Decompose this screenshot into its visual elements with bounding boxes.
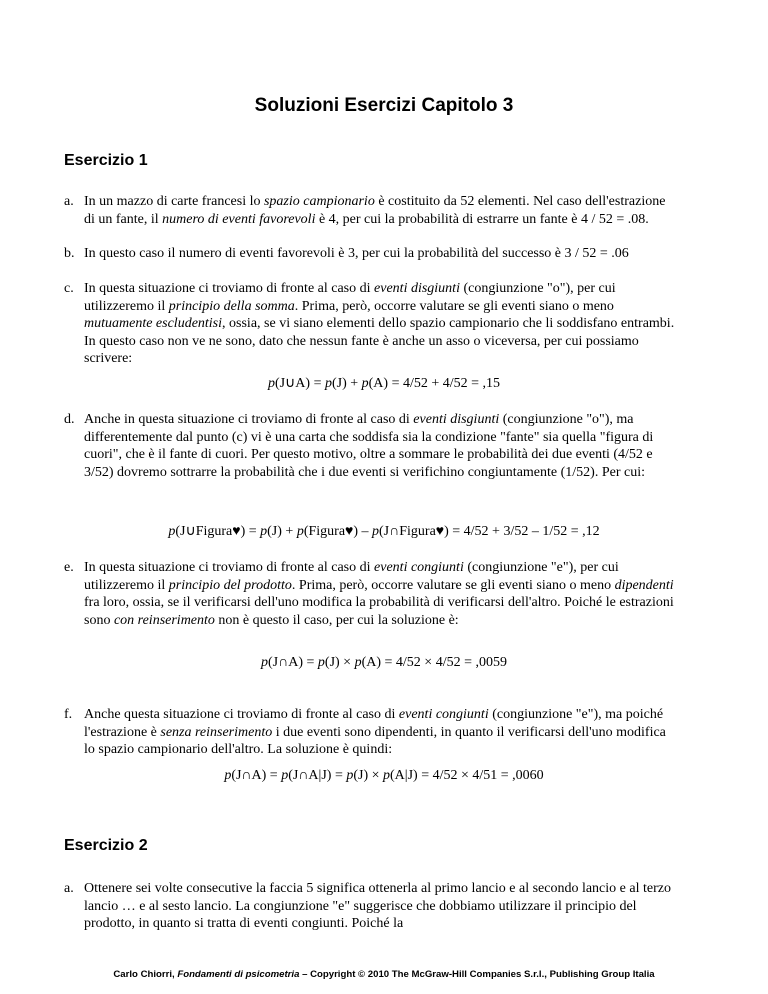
text-run: In questa situazione ci troviamo di fronte al caso di (84, 281, 375, 296)
text-run: (J∩A) = (231, 768, 282, 783)
text-run: Anche questa situazione ci troviamo di fronte al caso di (84, 707, 399, 722)
item-text (84, 245, 676, 263)
text-run: fra loro, ossia, se il verificarsi dell'uno modifica la probabilità di verificarsi dell'altro. Poiché le estrazioni sono (84, 595, 674, 628)
text-run: (J∩Figura♥) = 4/52 + 3/52 – 1/52 = ,12 (379, 524, 600, 539)
item-label: e. (64, 560, 74, 575)
italic-run: mutuamente escludentisi (84, 316, 223, 331)
text-run: (J∪A) = (274, 376, 325, 391)
italic-run: dipendenti (614, 577, 674, 593)
item-label: d. (64, 412, 75, 427)
italic-run: con reinserimento (113, 612, 215, 628)
item-label: b. (64, 246, 75, 261)
list-item-2a (64, 880, 676, 933)
list-item-1e (64, 559, 676, 629)
italic-run: p (296, 524, 304, 539)
formula-1e (0, 655, 768, 671)
formula-1d (0, 523, 768, 540)
text-run: (A|J) = 4/52 × 4/51 = ,0060 (390, 768, 544, 783)
item-text (84, 411, 676, 481)
item-text (84, 880, 676, 933)
italic-run: principio della somma (168, 298, 295, 314)
text-run: (congiunzione "o"), ma differentemente dal punto (c) vi è una carta che soddisfa sia la condizione "fante" sia quella "figura di cuori", che è il fante di cuori. Per questo motivo, oltre a sommare le probabilità dei due eventi (4/52 e 3/52) dovremo sottrarre la probabilità che i due eventi si verifichino congiuntamente (1/52). Per cui: (84, 412, 654, 480)
text-run: In questo caso il numero di eventi favorevoli è 3, per cui la probabilità del successo è 3 / 52 = .06 (84, 246, 629, 261)
italic-run: p (281, 768, 289, 783)
italic-run: p (168, 524, 176, 539)
italic-run: p (383, 768, 391, 783)
italic-run: p (261, 655, 269, 670)
text-run: (J) × (353, 768, 384, 783)
section-heading-esercizio-1: Esercizio 1 (64, 152, 148, 169)
text-run: (congiunzione "e"), per cui utilizzeremo il (84, 560, 619, 593)
text-run: i due eventi sono dipendenti, in quanto il verificarsi dell'uno modifica lo spazio campionario dell'altro. La soluzione è quindi: (84, 724, 666, 757)
text-run: non è questo il caso, per cui la soluzione è: (214, 612, 459, 628)
text-run: è 4, per cui la probabilità di estrarre un fante è 4 / 52 = .08. (315, 211, 649, 227)
italic-run: eventi congiunti (398, 707, 489, 722)
italic-run: numero di eventi favorevoli (162, 211, 316, 227)
page-title: Soluzioni Esercizi Capitolo 3 (254, 95, 514, 116)
italic-run: senza reinserimento (160, 724, 273, 740)
page-footer (0, 969, 768, 980)
text-run: è costituito da 52 elementi. Nel caso dell'estrazione di un fante, il (84, 194, 666, 227)
text-run: . Prima, però, occorre valutare se gli eventi siano o meno (294, 298, 614, 314)
item-text (84, 193, 676, 228)
text-run: (J∪Figura♥) = (175, 524, 261, 539)
formula-1f (0, 768, 768, 784)
text-run: (congiunzione "o"), per cui utilizzeremo il (84, 281, 616, 314)
italic-run: principio del prodotto (168, 577, 292, 593)
text-run: (J) × (324, 655, 355, 670)
text-run: (J) + (267, 524, 297, 539)
section-heading-esercizio-2: Esercizio 2 (64, 837, 148, 854)
item-text (84, 706, 676, 759)
italic-run: p (260, 524, 268, 539)
text-run: (J∩A) = (268, 655, 318, 670)
item-label: a. (64, 194, 74, 209)
italic-run: p (317, 655, 325, 670)
italic-run: p (354, 655, 362, 670)
list-item-1a (64, 193, 676, 228)
text-run: (Figura♥) – (303, 524, 373, 539)
footer-book-title: Fondamenti di psicometria (177, 969, 300, 980)
text-run: (J) + (331, 376, 362, 391)
italic-run: p (372, 524, 380, 539)
item-text (84, 559, 676, 629)
formula-1c (0, 375, 768, 392)
italic-run: p (346, 768, 354, 783)
item-label: c. (64, 281, 74, 296)
italic-run: eventi congiunti (374, 560, 464, 575)
text-run: In un mazzo di carte francesi lo (84, 194, 264, 209)
footer-copyright: – Copyright © 2010 The McGraw-Hill Companies S.r.l., Publishing Group Italia (299, 969, 655, 980)
list-item-1c (64, 280, 676, 368)
text-run: . Prima, però, occorre valutare se gli eventi siano o meno (291, 577, 615, 593)
text-run: (J∩A|J) = (288, 768, 347, 783)
italic-run: p (224, 768, 232, 783)
list-item-1f (64, 706, 676, 759)
text-run: Ottenere sei volte consecutive la faccia 5 significa ottenerla al primo lancio e al secondo lancio e al terzo lancio … e al sesto lancio. La congiunzione "e" suggerisce che dobbiamo utilizzare il principio del prodotto, in quanto si tratta di eventi congiunti. Poiché la (84, 881, 671, 931)
italic-run: p (324, 376, 332, 391)
text-run: (A) = 4/52 + 4/52 = ,15 (368, 376, 501, 391)
italic-run: eventi disgiunti (374, 281, 460, 296)
text-run: (congiunzione "e"), ma poiché l'estrazione è (84, 707, 664, 740)
item-label: f. (64, 707, 73, 722)
footer-author: Carlo Chiorri, (113, 969, 178, 980)
text-run: (A) = 4/52 × 4/52 = ,0059 (361, 655, 507, 670)
text-run: , ossia, se vi siano elementi dello spazio campionario che li soddisfano entrambi. In questo caso non ve ne sono, dato che nessun fante è anche un asso o viceversa, per cui possiamo scrivere: (84, 316, 675, 366)
italic-run: eventi disgiunti (413, 412, 500, 427)
item-text (84, 280, 676, 368)
italic-run: p (267, 376, 275, 391)
item-label: a. (64, 881, 74, 896)
list-item-1d (64, 411, 676, 481)
text-run: Anche in questa situazione ci troviamo di fronte al caso di (84, 412, 414, 427)
text-run: In questa situazione ci troviamo di fronte al caso di (84, 560, 375, 575)
list-item-1b (64, 245, 676, 263)
italic-run: spazio campionario (263, 194, 375, 209)
italic-run: p (361, 376, 369, 391)
